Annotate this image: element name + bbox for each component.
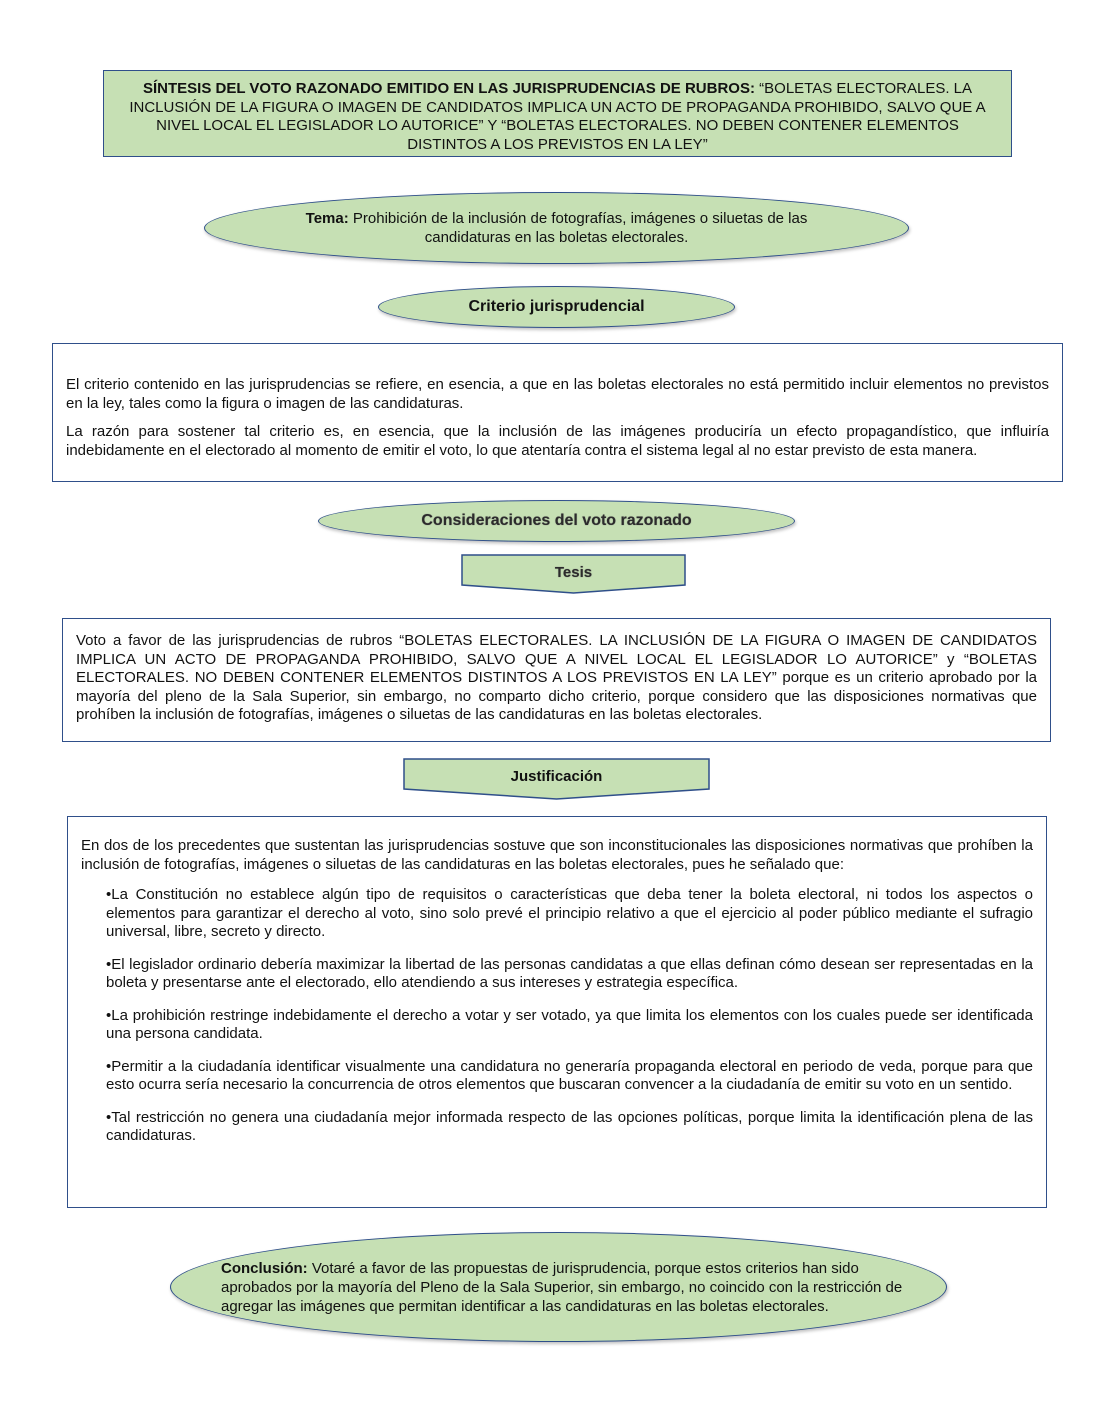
tesis-box (62, 618, 1051, 742)
justificacion-bullet: •La Constitución no establece algún tipo de requisitos o características que deba tener la boleta electoral, ni todos los aspectos o elementos para garantizar el derecho al voto, sino solo prevé el principio relativo a que el ejercicio al poder público mediante el sufragio universal, libre, secreto y directo. (106, 886, 1033, 940)
tesis-heading-shape (461, 554, 686, 594)
justificacion-heading: Justificación (510, 768, 603, 785)
criterio-heading: Criterio jurisprudencial (468, 298, 645, 315)
criterio-heading-oval (378, 286, 735, 328)
conclusion-label: Conclusión: (221, 1259, 308, 1277)
tesis-heading: Tesis (554, 564, 593, 581)
tesis-text: Voto a favor de las jurisprudencias de rubros “BOLETAS ELECTORALES. LA INCLUSIÓN DE LA FIGURA O IMAGEN DE CANDIDATOS IMPLICA UN ACTO DE PROPAGANDA PROHIBIDO, SALVO QUE A NIVEL LOCAL EL LEGISLADOR LO AUTORICE” y “BOLETAS ELECTORALES. NO DEBEN CONTENER ELEMENTOS DISTINTOS A LOS PREVISTOS EN LA LEY” porque es un criterio aprobado por la mayoría del pleno de la Sala Superior, sin embargo, no comparto dicho criterio, porque considero que las disposiciones normativas que prohíben la inclusión de fotografías, imágenes o siluetas de las candidaturas en las boletas electorales. (76, 632, 1037, 723)
justificacion-box (67, 816, 1047, 1208)
conclusion-text: Votaré a favor de las propuestas de jurisprudencia, porque estos criterios han sido aprobados por la mayoría del Pleno de la Sala Superior, sin embargo, no coincido con la restricción de agregar las imágenes que permitan identificar a las candidaturas en las boletas electorales. (221, 1259, 903, 1315)
consideraciones-heading-oval (318, 500, 795, 542)
title-bold: SÍNTESIS DEL VOTO RAZONADO EMITIDO EN LAS JURISPRUDENCIAS DE RUBROS: (142, 80, 755, 97)
tema-text: Prohibición de la inclusión de fotografías, imágenes o siluetas de las candidaturas en las boletas electorales. (348, 210, 808, 246)
title-text: “BOLETAS ELECTORALES. LA INCLUSIÓN DE LA FIGURA O IMAGEN DE CANDIDATOS IMPLICA UN ACTO DE PROPAGANDA PROHIBIDO, SALVO QUE A NIVEL LOCAL EL LEGISLADOR LO AUTORICE” Y “BOLETAS ELECTORALES. NO DEBEN CONTENER ELEMENTOS DISTINTOS A LOS PREVISTOS EN LA LEY” (129, 80, 986, 153)
conclusion-oval (170, 1232, 947, 1342)
justificacion-bullet: •Permitir a la ciudadanía identificar visualmente una candidatura no generaría propaganda electoral en periodo de veda, porque para que esto ocurra sería necesario la concurrencia de otros elementos que buscaran convencer a la ciudadanía de emitir su voto en un sentido. (106, 1057, 1033, 1093)
tema-oval (204, 192, 909, 264)
justificacion-bullet: •El legislador ordinario debería maximizar la libertad de las personas candidatas a que ellas definan cómo desean ser representadas en la boleta y presentarse ante el electorado, ello atendiendo a sus intereses y estrategia específica. (106, 955, 1033, 991)
tema-label: Tema: (305, 210, 349, 227)
title-box (103, 70, 1012, 157)
criterio-paragraph: La razón para sostener tal criterio es, en esencia, que la inclusión de las imágenes produciría un efecto propagandístico, que influiría indebidamente en el electorado al momento de emitir el voto, lo que atentaría contra el sistema legal al no estar previsto de esta manera. (66, 423, 1049, 459)
justificacion-heading-shape (403, 758, 710, 800)
justificacion-bullet: •Tal restricción no genera una ciudadanía mejor informada respecto de las opciones políticas, porque limita la identificación plena de las candidaturas. (106, 1108, 1033, 1144)
justificacion-intro: En dos de los precedentes que sustentan las jurisprudencias sostuve que son inconstitucionales las disposiciones normativas que prohíben la inclusión de fotografías, imágenes o siluetas de las candidaturas en las boletas electorales, pues he señalado que: (81, 837, 1033, 873)
consideraciones-heading: Consideraciones del voto razonado (421, 512, 692, 529)
criterio-box (52, 343, 1063, 482)
justificacion-bullet: •La prohibición restringe indebidamente el derecho a votar y ser votado, ya que limita los elementos con los cuales puede ser identificada una persona candidata. (106, 1006, 1033, 1042)
criterio-paragraph: El criterio contenido en las jurisprudencias se refiere, en esencia, a que en las boletas electorales no está permitido incluir elementos no previstos en la ley, tales como la figura o imagen de las candidaturas. (66, 376, 1049, 412)
